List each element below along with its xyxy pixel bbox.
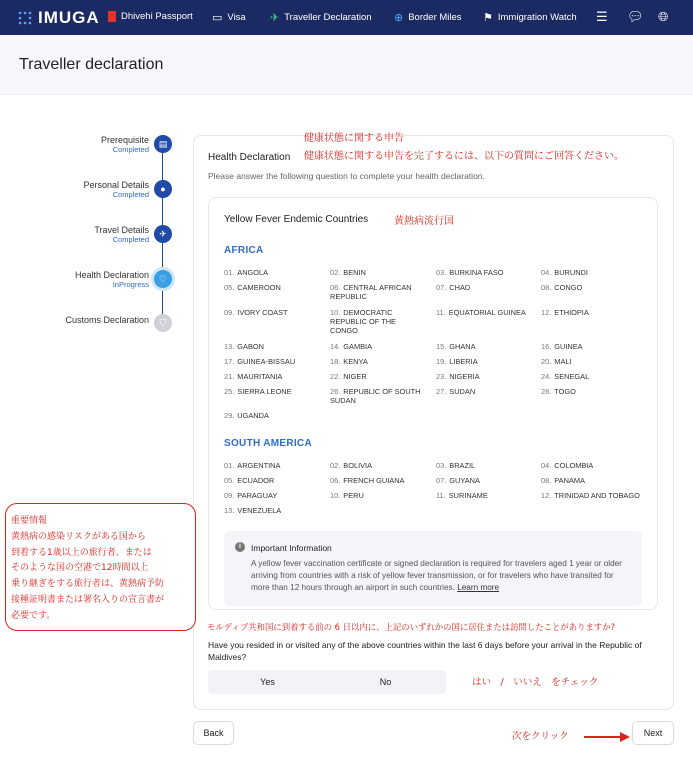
country-item <box>224 357 318 366</box>
country-item <box>541 357 651 366</box>
shield-icon: ⛉ <box>154 314 172 332</box>
globe-icon: ⊕ <box>394 12 404 24</box>
country-item <box>224 506 318 515</box>
country-number: 03. <box>436 461 447 470</box>
country-item <box>224 387 318 396</box>
country-item <box>436 491 530 500</box>
annotation-health-subtitle: 健康状態に関する申告を完了するには、以下の質問にご回答ください。 <box>304 151 624 162</box>
country-name: IVORY COAST <box>237 308 288 317</box>
annotation-question: モルディブ共和国に到着する前の 6 日以内に、上記のいずれかの国に居住または訪問したことがありますか? <box>207 622 616 632</box>
annotation-yes-no: はい / いいえ をチェック <box>472 677 599 688</box>
country-number: 19. <box>436 357 447 366</box>
country-item <box>541 476 651 485</box>
nav-item-traveller-declaration[interactable] <box>270 11 372 24</box>
country-name: BRAZIL <box>449 461 476 470</box>
passport-icon <box>108 11 116 22</box>
nav-label: Immigration Watch <box>497 12 577 23</box>
country-number: 22. <box>330 372 341 381</box>
country-number: 06. <box>330 283 341 292</box>
country-item <box>436 372 530 381</box>
country-item <box>541 283 651 292</box>
brand-name: IMUGA <box>38 8 100 27</box>
menu-icon[interactable]: ☰ <box>596 9 608 24</box>
country-item <box>330 342 424 351</box>
step-status: Completed <box>112 235 149 244</box>
next-button[interactable]: Next <box>632 721 674 745</box>
country-item <box>224 476 318 485</box>
country-name: TRINIDAD AND TOBAGO <box>554 491 640 500</box>
country-number: 03. <box>436 268 447 277</box>
country-number: 04. <box>541 268 552 277</box>
country-item <box>436 357 530 366</box>
country-item <box>541 387 651 396</box>
logo-icon <box>18 11 32 25</box>
info-title: Important Information <box>251 543 332 553</box>
country-name: CONGO <box>554 283 583 292</box>
country-name: DEMOCRATIC REPUBLIC OF THE CONGO <box>330 308 396 335</box>
step-status: Completed <box>112 145 149 154</box>
country-name: KENYA <box>343 357 368 366</box>
country-item <box>436 268 530 277</box>
visa-icon: ▭ <box>212 12 223 24</box>
country-number: 09. <box>224 308 235 317</box>
country-name: GUINEA-BISSAU <box>237 357 296 366</box>
step-personal-details[interactable] <box>0 180 149 206</box>
nav-item-immigration-watch[interactable] <box>483 11 577 24</box>
country-name: LIBERIA <box>449 357 478 366</box>
country-name: VENEZUELA <box>237 506 282 515</box>
country-number: 12. <box>541 308 552 317</box>
nav-label: Visa <box>227 12 246 23</box>
heart-icon: ♡ <box>154 270 172 288</box>
info-body: A yellow fever vaccination certificate or signed declaration is required for travelers aged 1 year or older arriving from countries with a risk of yellow fever transmission, or for travelers who have transited for more than 12 hours through an airport in such countries. <box>251 559 622 592</box>
country-item <box>224 268 318 277</box>
country-item <box>541 268 651 277</box>
country-number: 13. <box>224 506 235 515</box>
country-number: 25. <box>224 387 235 396</box>
country-name: PANAMA <box>554 476 585 485</box>
step-label: Personal Details <box>83 180 149 190</box>
step-label: Customs Declaration <box>65 315 149 325</box>
country-item <box>224 411 318 420</box>
nav-item-visa[interactable] <box>212 11 246 24</box>
country-name: NIGER <box>343 372 367 381</box>
country-item <box>224 342 318 351</box>
country-name: CAMEROON <box>237 283 281 292</box>
chat-icon[interactable]: 💬︎ <box>627 9 644 24</box>
country-item <box>436 387 530 396</box>
country-item <box>224 461 318 470</box>
country-number: 13. <box>224 342 235 351</box>
country-number: 17. <box>224 357 235 366</box>
country-number: 11. <box>436 491 446 500</box>
step-health-declaration[interactable] <box>0 270 149 296</box>
annotation-next: 次をクリック <box>512 731 569 742</box>
country-number: 20. <box>541 357 552 366</box>
no-button[interactable]: No <box>326 670 445 694</box>
country-item <box>541 491 651 500</box>
country-item <box>330 491 424 500</box>
country-number: 05. <box>224 283 235 292</box>
country-number: 05. <box>224 476 235 485</box>
country-number: 27. <box>436 387 447 396</box>
clipboard-icon: ▤ <box>154 135 172 153</box>
annotation-important-text: 重要情報 黄熱病の感染リスクがある国から 到着する1歳以上の旅行者、または そのような国の空港で12時間以上 乗り継ぎをする旅行者は、黄熱病予防 接種証明書または署名入りの宣言書が 必要です。 <box>11 516 165 621</box>
country-number: 07. <box>436 283 447 292</box>
country-number: 08. <box>541 476 552 485</box>
nav-label: Border Miles <box>408 12 462 23</box>
country-name: BURUNDI <box>554 268 588 277</box>
country-number: 02. <box>330 268 341 277</box>
country-name: ETHIOPIA <box>554 308 589 317</box>
nav-item-dhivehi-passport[interactable] <box>108 11 193 22</box>
step-label: Travel Details <box>94 225 149 235</box>
info-text <box>251 558 631 594</box>
plane-icon: ✈ <box>154 225 172 243</box>
country-name: SUDAN <box>449 387 476 396</box>
country-number: 09. <box>224 491 235 500</box>
country-number: 29. <box>224 411 235 420</box>
yes-button[interactable]: Yes <box>208 670 327 694</box>
country-item <box>224 283 318 292</box>
country-name: REPUBLIC OF SOUTH SUDAN <box>330 387 421 405</box>
country-name: MALI <box>554 357 572 366</box>
country-name: UGANDA <box>237 411 269 420</box>
country-name: COLOMBIA <box>554 461 594 470</box>
country-name: ARGENTINA <box>237 461 281 470</box>
country-number: 12. <box>541 491 552 500</box>
country-number: 26. <box>330 387 341 396</box>
country-number: 04. <box>541 461 552 470</box>
brand-logo[interactable] <box>18 8 100 28</box>
flag-icon: ⚑ <box>483 12 493 24</box>
arrow-right-icon <box>584 731 630 743</box>
country-name: BOLIVIA <box>343 461 373 470</box>
country-item <box>541 342 651 351</box>
country-number: 14. <box>330 342 341 351</box>
learn-more-link[interactable]: Learn more <box>457 583 500 592</box>
country-name: SIERRA LEONE <box>237 387 292 396</box>
region-africa: AFRICA <box>224 245 264 256</box>
country-number: 15. <box>436 342 447 351</box>
country-name: PARAGUAY <box>237 491 278 500</box>
step-status: Completed <box>112 190 149 199</box>
country-name: PERU <box>343 491 364 500</box>
country-number: 28. <box>541 387 552 396</box>
country-number: 23. <box>436 372 447 381</box>
country-name: ECUADOR <box>237 476 275 485</box>
country-name: ANGOLA <box>237 268 269 277</box>
country-name: NIGERIA <box>449 372 480 381</box>
country-item <box>330 461 424 470</box>
country-name: TOGO <box>554 387 576 396</box>
country-name: GAMBIA <box>343 342 373 351</box>
nav-label: Traveller Declaration <box>284 12 372 23</box>
country-number: 02. <box>330 461 341 470</box>
airplane-icon: ✈ <box>270 12 280 24</box>
country-name: BURKINA FASO <box>449 268 504 277</box>
country-name: CENTRAL AFRICAN REPUBLIC <box>330 283 412 301</box>
country-item <box>330 268 424 277</box>
step-status: InProgress <box>112 280 149 289</box>
annotation-health-title: 健康状態に関する申告 <box>304 133 404 144</box>
country-name: FRENCH GUIANA <box>343 476 405 485</box>
page-title: Traveller declaration <box>19 56 164 73</box>
language-globe-icon[interactable]: 🌐︎ <box>658 9 669 24</box>
country-name: MAURITANIA <box>237 372 283 381</box>
country-item <box>436 342 530 351</box>
step-travel-details[interactable] <box>0 225 149 251</box>
step-label: Prerequisite <box>100 135 149 145</box>
section-title: Health Declaration <box>208 152 291 163</box>
country-item <box>224 491 318 500</box>
country-number: 24. <box>541 372 552 381</box>
user-icon: ● <box>154 180 172 198</box>
region-south-america: SOUTH AMERICA <box>224 438 312 449</box>
country-name: GUYANA <box>449 476 480 485</box>
country-item <box>330 476 424 485</box>
country-number: 16. <box>541 342 552 351</box>
country-name: SURINAME <box>448 491 488 500</box>
country-item <box>541 308 651 317</box>
country-name: GHANA <box>449 342 476 351</box>
country-item <box>330 372 424 381</box>
country-number: 11. <box>436 308 446 317</box>
country-number: 08. <box>541 283 552 292</box>
nav-label: Dhivehi Passport <box>121 11 193 22</box>
country-item <box>436 308 530 317</box>
country-name: GUINEA <box>554 342 583 351</box>
country-item <box>224 308 318 317</box>
country-name: CHAD <box>449 283 471 292</box>
annotation-endemic: 黄熱病流行国 <box>394 216 454 227</box>
country-number: 18. <box>330 357 341 366</box>
country-number: 01. <box>224 461 235 470</box>
country-number: 10. <box>330 491 341 500</box>
country-number: 10. <box>330 308 341 317</box>
country-name: BENIN <box>343 268 366 277</box>
country-number: 21. <box>224 372 235 381</box>
country-number: 01. <box>224 268 235 277</box>
country-item <box>330 308 424 335</box>
back-button[interactable]: Back <box>193 721 234 745</box>
step-label: Health Declaration <box>74 270 149 280</box>
endemic-title: Yellow Fever Endemic Countries <box>224 214 369 225</box>
country-item <box>436 461 530 470</box>
country-name: SENEGAL <box>554 372 590 381</box>
country-item <box>541 461 651 470</box>
country-item <box>436 476 530 485</box>
country-item <box>330 283 424 301</box>
country-name: GABON <box>237 342 264 351</box>
country-item <box>436 283 530 292</box>
step-prerequisite[interactable] <box>0 135 149 161</box>
section-subtitle: Please answer the following question to complete your health declaration. <box>208 171 485 181</box>
country-item <box>330 387 424 405</box>
country-number: 06. <box>330 476 341 485</box>
nav-item-border-miles[interactable] <box>394 11 462 24</box>
country-item <box>224 372 318 381</box>
step-customs-declaration[interactable] <box>0 315 149 329</box>
country-number: 07. <box>436 476 447 485</box>
country-item <box>541 372 651 381</box>
country-item <box>330 357 424 366</box>
residence-question: Have you resided in or visited any of the above countries within the last 6 days before your arrival in the Republic of Maldives? <box>208 640 642 662</box>
info-icon: i <box>235 542 245 552</box>
country-name: EQUATORIAL GUINEA <box>448 308 526 317</box>
